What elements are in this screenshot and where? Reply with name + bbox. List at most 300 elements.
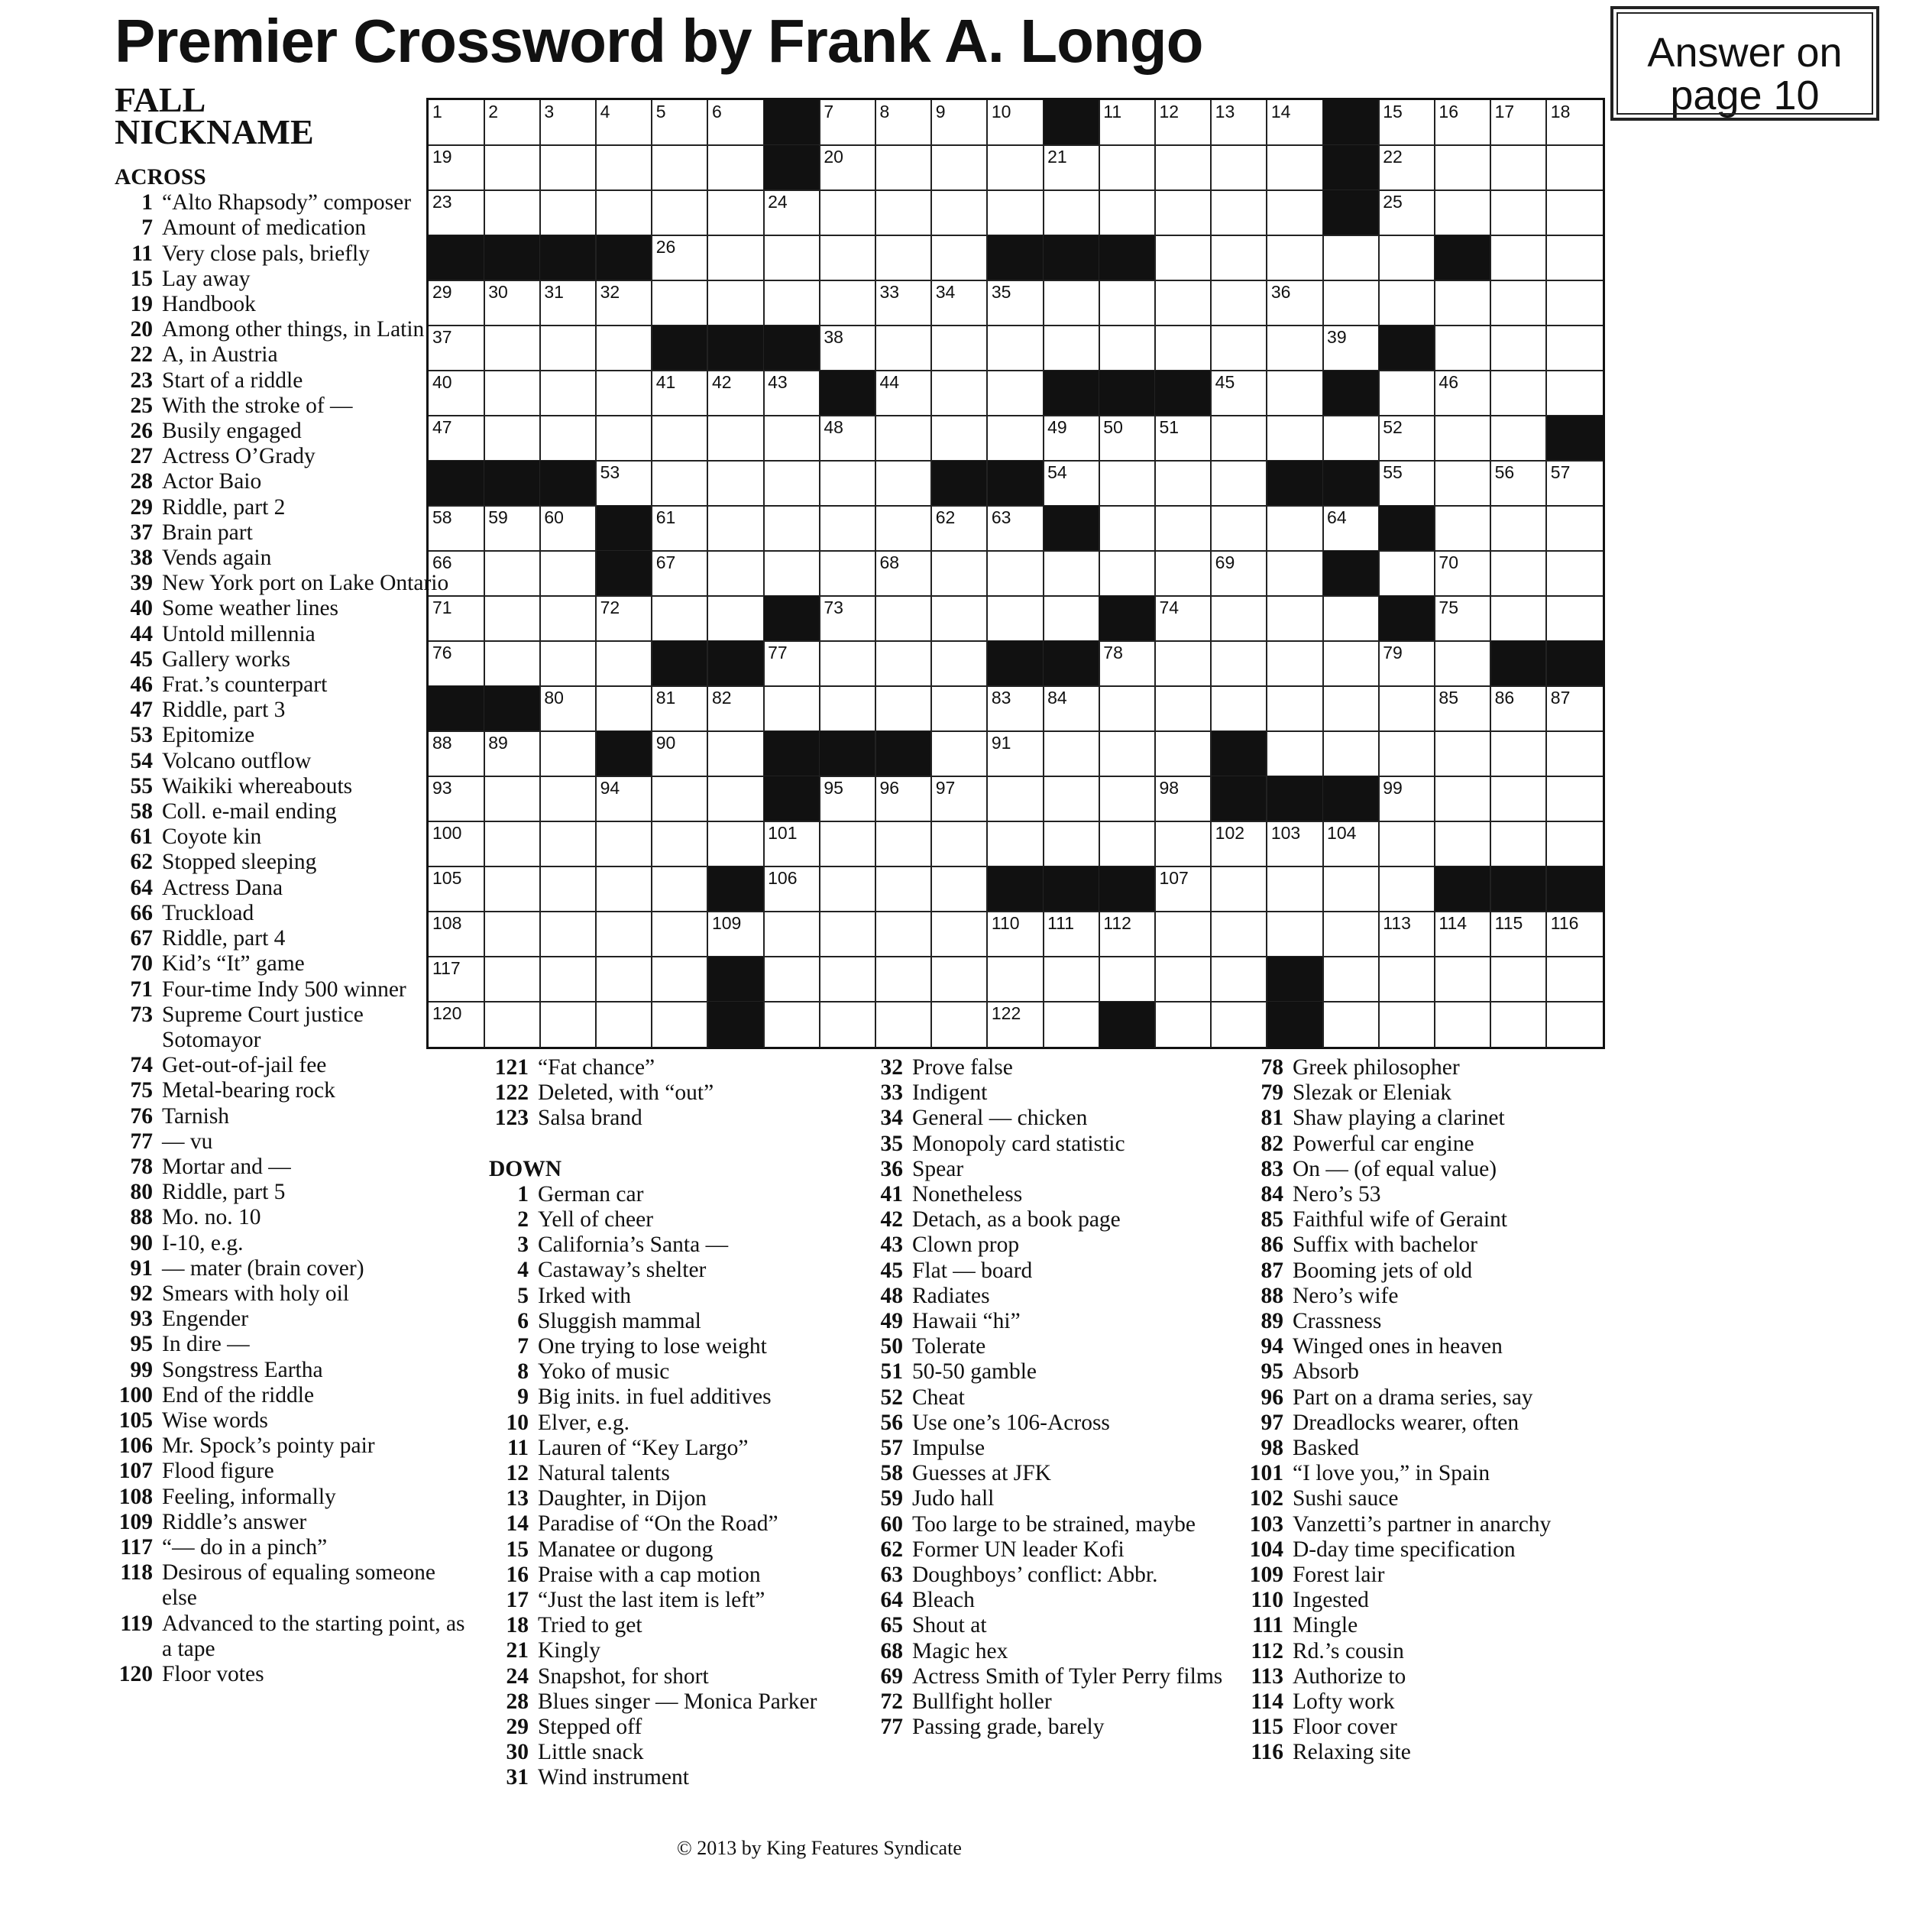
- grid-cell[interactable]: [988, 957, 1044, 1002]
- grid-cell[interactable]: [1435, 686, 1491, 732]
- grid-cell[interactable]: [1491, 551, 1548, 597]
- grid-cell[interactable]: [932, 957, 989, 1002]
- grid-cell[interactable]: [988, 686, 1044, 732]
- grid-cell[interactable]: [1323, 912, 1380, 957]
- grid-cell[interactable]: [1155, 957, 1212, 1002]
- grid-cell[interactable]: [652, 190, 709, 236]
- grid-cell[interactable]: [708, 731, 765, 777]
- grid-cell[interactable]: [1491, 371, 1548, 416]
- grid-cell[interactable]: [1267, 145, 1324, 191]
- grid-cell[interactable]: [540, 957, 597, 1002]
- grid-cell[interactable]: [540, 731, 597, 777]
- grid-cell[interactable]: [988, 190, 1044, 236]
- grid-cell[interactable]: [876, 100, 933, 146]
- grid-cell[interactable]: [540, 686, 597, 732]
- grid-cell[interactable]: [484, 100, 541, 146]
- grid-cell[interactable]: [820, 506, 876, 552]
- grid-cell[interactable]: [484, 1002, 541, 1048]
- grid-cell[interactable]: [1491, 190, 1548, 236]
- grid-cell[interactable]: [1155, 416, 1212, 462]
- grid-cell[interactable]: [876, 596, 933, 642]
- grid-cell[interactable]: [597, 326, 653, 371]
- grid-cell[interactable]: [1155, 326, 1212, 371]
- grid-cell[interactable]: [1044, 686, 1100, 732]
- grid-cell[interactable]: [1547, 596, 1604, 642]
- grid-cell[interactable]: [1547, 326, 1604, 371]
- grid-cell[interactable]: [1323, 731, 1380, 777]
- grid-cell[interactable]: [1099, 326, 1156, 371]
- grid-cell[interactable]: [597, 821, 653, 867]
- grid-cell[interactable]: [1099, 686, 1156, 732]
- grid-cell[interactable]: [1435, 461, 1491, 507]
- grid-cell[interactable]: [484, 596, 541, 642]
- grid-cell[interactable]: [1491, 912, 1548, 957]
- grid-cell[interactable]: [1267, 596, 1324, 642]
- grid-cell[interactable]: [597, 461, 653, 507]
- grid-cell[interactable]: [1435, 1002, 1491, 1048]
- grid-cell[interactable]: [1323, 326, 1380, 371]
- grid-cell[interactable]: [540, 416, 597, 462]
- grid-cell[interactable]: [1212, 506, 1268, 552]
- grid-cell[interactable]: [1099, 641, 1156, 687]
- grid-cell[interactable]: [652, 416, 709, 462]
- grid-cell[interactable]: [988, 776, 1044, 822]
- grid-cell[interactable]: [1044, 190, 1100, 236]
- grid-cell[interactable]: [1044, 957, 1100, 1002]
- grid-cell[interactable]: [1379, 641, 1435, 687]
- grid-cell[interactable]: [1491, 506, 1548, 552]
- grid-cell[interactable]: [932, 190, 989, 236]
- grid-cell[interactable]: [932, 776, 989, 822]
- grid-cell[interactable]: [1547, 100, 1604, 146]
- grid-cell[interactable]: [1044, 1002, 1100, 1048]
- grid-cell[interactable]: [876, 686, 933, 732]
- grid-cell[interactable]: [429, 100, 485, 146]
- grid-cell[interactable]: [1435, 190, 1491, 236]
- grid-cell[interactable]: [540, 190, 597, 236]
- grid-cell[interactable]: [876, 912, 933, 957]
- grid-cell[interactable]: [932, 551, 989, 597]
- grid-cell[interactable]: [708, 506, 765, 552]
- grid-cell[interactable]: [1212, 235, 1268, 281]
- grid-cell[interactable]: [988, 100, 1044, 146]
- grid-cell[interactable]: [1267, 866, 1324, 912]
- grid-cell[interactable]: [932, 145, 989, 191]
- grid-cell[interactable]: [597, 686, 653, 732]
- grid-cell[interactable]: [484, 641, 541, 687]
- grid-cell[interactable]: [1212, 280, 1268, 326]
- grid-cell[interactable]: [484, 821, 541, 867]
- grid-cell[interactable]: [1267, 641, 1324, 687]
- grid-cell[interactable]: [1491, 326, 1548, 371]
- grid-cell[interactable]: [932, 371, 989, 416]
- grid-cell[interactable]: [652, 957, 709, 1002]
- grid-cell[interactable]: [1099, 100, 1156, 146]
- grid-cell[interactable]: [876, 551, 933, 597]
- grid-cell[interactable]: [1155, 731, 1212, 777]
- grid-cell[interactable]: [1435, 912, 1491, 957]
- grid-cell[interactable]: [1212, 866, 1268, 912]
- grid-cell[interactable]: [1547, 551, 1604, 597]
- grid-cell[interactable]: [1435, 416, 1491, 462]
- grid-cell[interactable]: [1267, 100, 1324, 146]
- grid-cell[interactable]: [1212, 551, 1268, 597]
- grid-cell[interactable]: [708, 416, 765, 462]
- grid-cell[interactable]: [1547, 145, 1604, 191]
- grid-cell[interactable]: [1435, 731, 1491, 777]
- grid-cell[interactable]: [1212, 371, 1268, 416]
- grid-cell[interactable]: [1547, 776, 1604, 822]
- grid-cell[interactable]: [1155, 506, 1212, 552]
- grid-cell[interactable]: [876, 821, 933, 867]
- grid-cell[interactable]: [988, 326, 1044, 371]
- grid-cell[interactable]: [597, 912, 653, 957]
- grid-cell[interactable]: [820, 190, 876, 236]
- grid-cell[interactable]: [1267, 506, 1324, 552]
- grid-cell[interactable]: [820, 1002, 876, 1048]
- grid-cell[interactable]: [484, 551, 541, 597]
- grid-cell[interactable]: [988, 1002, 1044, 1048]
- grid-cell[interactable]: [764, 506, 820, 552]
- grid-cell[interactable]: [1323, 957, 1380, 1002]
- grid-cell[interactable]: [1212, 190, 1268, 236]
- grid-cell[interactable]: [1435, 371, 1491, 416]
- grid-cell[interactable]: [1212, 1002, 1268, 1048]
- grid-cell[interactable]: [1547, 280, 1604, 326]
- grid-cell[interactable]: [764, 461, 820, 507]
- grid-cell[interactable]: [1379, 235, 1435, 281]
- grid-cell[interactable]: [1379, 821, 1435, 867]
- grid-cell[interactable]: [540, 280, 597, 326]
- grid-cell[interactable]: [540, 821, 597, 867]
- grid-cell[interactable]: [820, 326, 876, 371]
- grid-cell[interactable]: [1212, 326, 1268, 371]
- grid-cell[interactable]: [932, 866, 989, 912]
- grid-cell[interactable]: [484, 326, 541, 371]
- grid-cell[interactable]: [1044, 461, 1100, 507]
- grid-cell[interactable]: [1212, 641, 1268, 687]
- grid-cell[interactable]: [484, 866, 541, 912]
- grid-cell[interactable]: [1044, 731, 1100, 777]
- grid-cell[interactable]: [820, 100, 876, 146]
- grid-cell[interactable]: [1491, 100, 1548, 146]
- grid-cell[interactable]: [1099, 280, 1156, 326]
- grid-cell[interactable]: [1435, 145, 1491, 191]
- grid-cell[interactable]: [932, 686, 989, 732]
- grid-cell[interactable]: [1267, 371, 1324, 416]
- grid-cell[interactable]: [1435, 326, 1491, 371]
- grid-cell[interactable]: [1267, 912, 1324, 957]
- grid-cell[interactable]: [1379, 371, 1435, 416]
- grid-cell[interactable]: [1491, 686, 1548, 732]
- grid-cell[interactable]: [820, 686, 876, 732]
- grid-cell[interactable]: [708, 912, 765, 957]
- grid-cell[interactable]: [597, 776, 653, 822]
- grid-cell[interactable]: [597, 100, 653, 146]
- grid-cell[interactable]: [1491, 776, 1548, 822]
- grid-cell[interactable]: [764, 416, 820, 462]
- grid-cell[interactable]: [1155, 190, 1212, 236]
- grid-cell[interactable]: [820, 461, 876, 507]
- grid-cell[interactable]: [820, 957, 876, 1002]
- grid-cell[interactable]: [876, 371, 933, 416]
- grid-cell[interactable]: [988, 371, 1044, 416]
- grid-cell[interactable]: [820, 235, 876, 281]
- grid-cell[interactable]: [540, 641, 597, 687]
- grid-cell[interactable]: [652, 100, 709, 146]
- grid-cell[interactable]: [708, 371, 765, 416]
- grid-cell[interactable]: [820, 641, 876, 687]
- grid-cell[interactable]: [820, 280, 876, 326]
- grid-cell[interactable]: [764, 190, 820, 236]
- grid-cell[interactable]: [820, 551, 876, 597]
- grid-cell[interactable]: [1491, 461, 1548, 507]
- grid-cell[interactable]: [1491, 731, 1548, 777]
- grid-cell[interactable]: [1379, 1002, 1435, 1048]
- grid-cell[interactable]: [1323, 641, 1380, 687]
- grid-cell[interactable]: [1155, 235, 1212, 281]
- grid-cell[interactable]: [597, 190, 653, 236]
- grid-cell[interactable]: [1491, 416, 1548, 462]
- grid-cell[interactable]: [1212, 416, 1268, 462]
- grid-cell[interactable]: [1044, 280, 1100, 326]
- grid-cell[interactable]: [597, 416, 653, 462]
- grid-cell[interactable]: [1099, 957, 1156, 1002]
- grid-cell[interactable]: [1044, 776, 1100, 822]
- grid-cell[interactable]: [540, 100, 597, 146]
- grid-cell[interactable]: [932, 596, 989, 642]
- grid-cell[interactable]: [484, 731, 541, 777]
- grid-cell[interactable]: [988, 596, 1044, 642]
- grid-cell[interactable]: [932, 416, 989, 462]
- grid-cell[interactable]: [764, 641, 820, 687]
- grid-cell[interactable]: [1212, 957, 1268, 1002]
- grid-cell[interactable]: [876, 145, 933, 191]
- grid-cell[interactable]: [1099, 461, 1156, 507]
- grid-cell[interactable]: [876, 776, 933, 822]
- grid-cell[interactable]: [1044, 145, 1100, 191]
- grid-cell[interactable]: [1323, 506, 1380, 552]
- grid-cell[interactable]: [1379, 461, 1435, 507]
- grid-cell[interactable]: [1491, 957, 1548, 1002]
- grid-cell[interactable]: [932, 100, 989, 146]
- grid-cell[interactable]: [708, 551, 765, 597]
- grid-cell[interactable]: [932, 731, 989, 777]
- grid-cell[interactable]: [1323, 1002, 1380, 1048]
- grid-cell[interactable]: [1099, 190, 1156, 236]
- grid-cell[interactable]: [1099, 506, 1156, 552]
- grid-cell[interactable]: [1099, 731, 1156, 777]
- grid-cell[interactable]: [1547, 686, 1604, 732]
- grid-cell[interactable]: [540, 506, 597, 552]
- grid-cell[interactable]: [820, 416, 876, 462]
- grid-cell[interactable]: [1491, 596, 1548, 642]
- grid-cell[interactable]: [1491, 821, 1548, 867]
- grid-cell[interactable]: [1323, 416, 1380, 462]
- grid-cell[interactable]: [1491, 280, 1548, 326]
- grid-cell[interactable]: [540, 912, 597, 957]
- grid-cell[interactable]: [820, 776, 876, 822]
- grid-cell[interactable]: [484, 416, 541, 462]
- grid-cell[interactable]: [932, 235, 989, 281]
- grid-cell[interactable]: [1155, 866, 1212, 912]
- grid-cell[interactable]: [1099, 145, 1156, 191]
- grid-cell[interactable]: [876, 506, 933, 552]
- grid-cell[interactable]: [1547, 506, 1604, 552]
- grid-cell[interactable]: [1379, 145, 1435, 191]
- grid-cell[interactable]: [1379, 551, 1435, 597]
- grid-cell[interactable]: [652, 1002, 709, 1048]
- grid-cell[interactable]: [1547, 371, 1604, 416]
- grid-cell[interactable]: [708, 596, 765, 642]
- grid-cell[interactable]: [1547, 235, 1604, 281]
- grid-cell[interactable]: [1491, 145, 1548, 191]
- grid-cell[interactable]: [1547, 461, 1604, 507]
- grid-cell[interactable]: [597, 641, 653, 687]
- grid-cell[interactable]: [597, 371, 653, 416]
- grid-cell[interactable]: [1155, 461, 1212, 507]
- grid-cell[interactable]: [876, 461, 933, 507]
- grid-cell[interactable]: [540, 326, 597, 371]
- grid-cell[interactable]: [1155, 776, 1212, 822]
- grid-cell[interactable]: [1547, 821, 1604, 867]
- grid-cell[interactable]: [1323, 686, 1380, 732]
- grid-cell[interactable]: [1212, 145, 1268, 191]
- grid-cell[interactable]: [1547, 912, 1604, 957]
- grid-cell[interactable]: [876, 1002, 933, 1048]
- grid-cell[interactable]: [932, 912, 989, 957]
- grid-cell[interactable]: [1099, 912, 1156, 957]
- grid-cell[interactable]: [708, 100, 765, 146]
- grid-cell[interactable]: [1155, 551, 1212, 597]
- grid-cell[interactable]: [652, 506, 709, 552]
- grid-cell[interactable]: [1379, 686, 1435, 732]
- grid-cell[interactable]: [1099, 551, 1156, 597]
- grid-cell[interactable]: [1379, 190, 1435, 236]
- grid-cell[interactable]: [1267, 235, 1324, 281]
- grid-cell[interactable]: [540, 1002, 597, 1048]
- grid-cell[interactable]: [1044, 551, 1100, 597]
- grid-cell[interactable]: [820, 596, 876, 642]
- grid-cell[interactable]: [1379, 280, 1435, 326]
- grid-cell[interactable]: [988, 912, 1044, 957]
- grid-cell[interactable]: [876, 190, 933, 236]
- grid-cell[interactable]: [708, 821, 765, 867]
- grid-cell[interactable]: [764, 280, 820, 326]
- grid-cell[interactable]: [988, 145, 1044, 191]
- grid-cell[interactable]: [652, 551, 709, 597]
- grid-cell[interactable]: [932, 506, 989, 552]
- grid-cell[interactable]: [1099, 821, 1156, 867]
- grid-cell[interactable]: [1044, 326, 1100, 371]
- grid-cell[interactable]: [540, 866, 597, 912]
- grid-cell[interactable]: [1547, 731, 1604, 777]
- grid-cell[interactable]: [1267, 551, 1324, 597]
- grid-cell[interactable]: [1379, 866, 1435, 912]
- grid-cell[interactable]: [1155, 821, 1212, 867]
- grid-cell[interactable]: [652, 461, 709, 507]
- grid-cell[interactable]: [708, 235, 765, 281]
- grid-cell[interactable]: [1267, 731, 1324, 777]
- grid-cell[interactable]: [484, 912, 541, 957]
- grid-cell[interactable]: [652, 866, 709, 912]
- grid-cell[interactable]: [764, 686, 820, 732]
- grid-cell[interactable]: [932, 1002, 989, 1048]
- grid-cell[interactable]: [1379, 957, 1435, 1002]
- grid-cell[interactable]: [1267, 686, 1324, 732]
- grid-cell[interactable]: [988, 280, 1044, 326]
- grid-cell[interactable]: [1099, 416, 1156, 462]
- grid-cell[interactable]: [1435, 506, 1491, 552]
- grid-cell[interactable]: [1212, 596, 1268, 642]
- grid-cell[interactable]: [1323, 821, 1380, 867]
- grid-cell[interactable]: [1155, 1002, 1212, 1048]
- grid-cell[interactable]: [876, 957, 933, 1002]
- grid-cell[interactable]: [597, 280, 653, 326]
- grid-cell[interactable]: [708, 190, 765, 236]
- grid-cell[interactable]: [876, 416, 933, 462]
- grid-cell[interactable]: [652, 686, 709, 732]
- grid-cell[interactable]: [708, 280, 765, 326]
- grid-cell[interactable]: [540, 551, 597, 597]
- grid-cell[interactable]: [764, 371, 820, 416]
- grid-cell[interactable]: [597, 596, 653, 642]
- grid-cell[interactable]: [1435, 551, 1491, 597]
- grid-cell[interactable]: [1044, 596, 1100, 642]
- grid-cell[interactable]: [1155, 145, 1212, 191]
- grid-cell[interactable]: [1155, 686, 1212, 732]
- grid-cell[interactable]: [1212, 686, 1268, 732]
- grid-cell[interactable]: [708, 776, 765, 822]
- grid-cell[interactable]: [1044, 416, 1100, 462]
- grid-cell[interactable]: [1044, 821, 1100, 867]
- grid-cell[interactable]: [708, 686, 765, 732]
- grid-cell[interactable]: [1323, 280, 1380, 326]
- grid-cell[interactable]: [1547, 957, 1604, 1002]
- grid-cell[interactable]: [1099, 776, 1156, 822]
- grid-cell[interactable]: [988, 731, 1044, 777]
- grid-cell[interactable]: [1435, 957, 1491, 1002]
- grid-cell[interactable]: [484, 280, 541, 326]
- grid-cell[interactable]: [484, 776, 541, 822]
- grid-cell[interactable]: [1267, 326, 1324, 371]
- grid-cell[interactable]: [1547, 190, 1604, 236]
- grid-cell[interactable]: [1379, 776, 1435, 822]
- grid-cell[interactable]: [1379, 100, 1435, 146]
- grid-cell[interactable]: [1323, 596, 1380, 642]
- grid-cell[interactable]: [764, 866, 820, 912]
- grid-cell[interactable]: [652, 371, 709, 416]
- grid-cell[interactable]: [540, 596, 597, 642]
- grid-cell[interactable]: [764, 957, 820, 1002]
- grid-cell[interactable]: [764, 912, 820, 957]
- grid-cell[interactable]: [1044, 912, 1100, 957]
- grid-cell[interactable]: [1435, 280, 1491, 326]
- grid-cell[interactable]: [1155, 100, 1212, 146]
- grid-cell[interactable]: [540, 145, 597, 191]
- grid-cell[interactable]: [1155, 912, 1212, 957]
- grid-cell[interactable]: [484, 957, 541, 1002]
- grid-cell[interactable]: [652, 731, 709, 777]
- grid-cell[interactable]: [820, 145, 876, 191]
- grid-cell[interactable]: [1435, 776, 1491, 822]
- grid-cell[interactable]: [876, 866, 933, 912]
- grid-cell[interactable]: [820, 866, 876, 912]
- grid-cell[interactable]: [988, 416, 1044, 462]
- grid-cell[interactable]: [484, 190, 541, 236]
- grid-cell[interactable]: [708, 461, 765, 507]
- grid-cell[interactable]: [876, 235, 933, 281]
